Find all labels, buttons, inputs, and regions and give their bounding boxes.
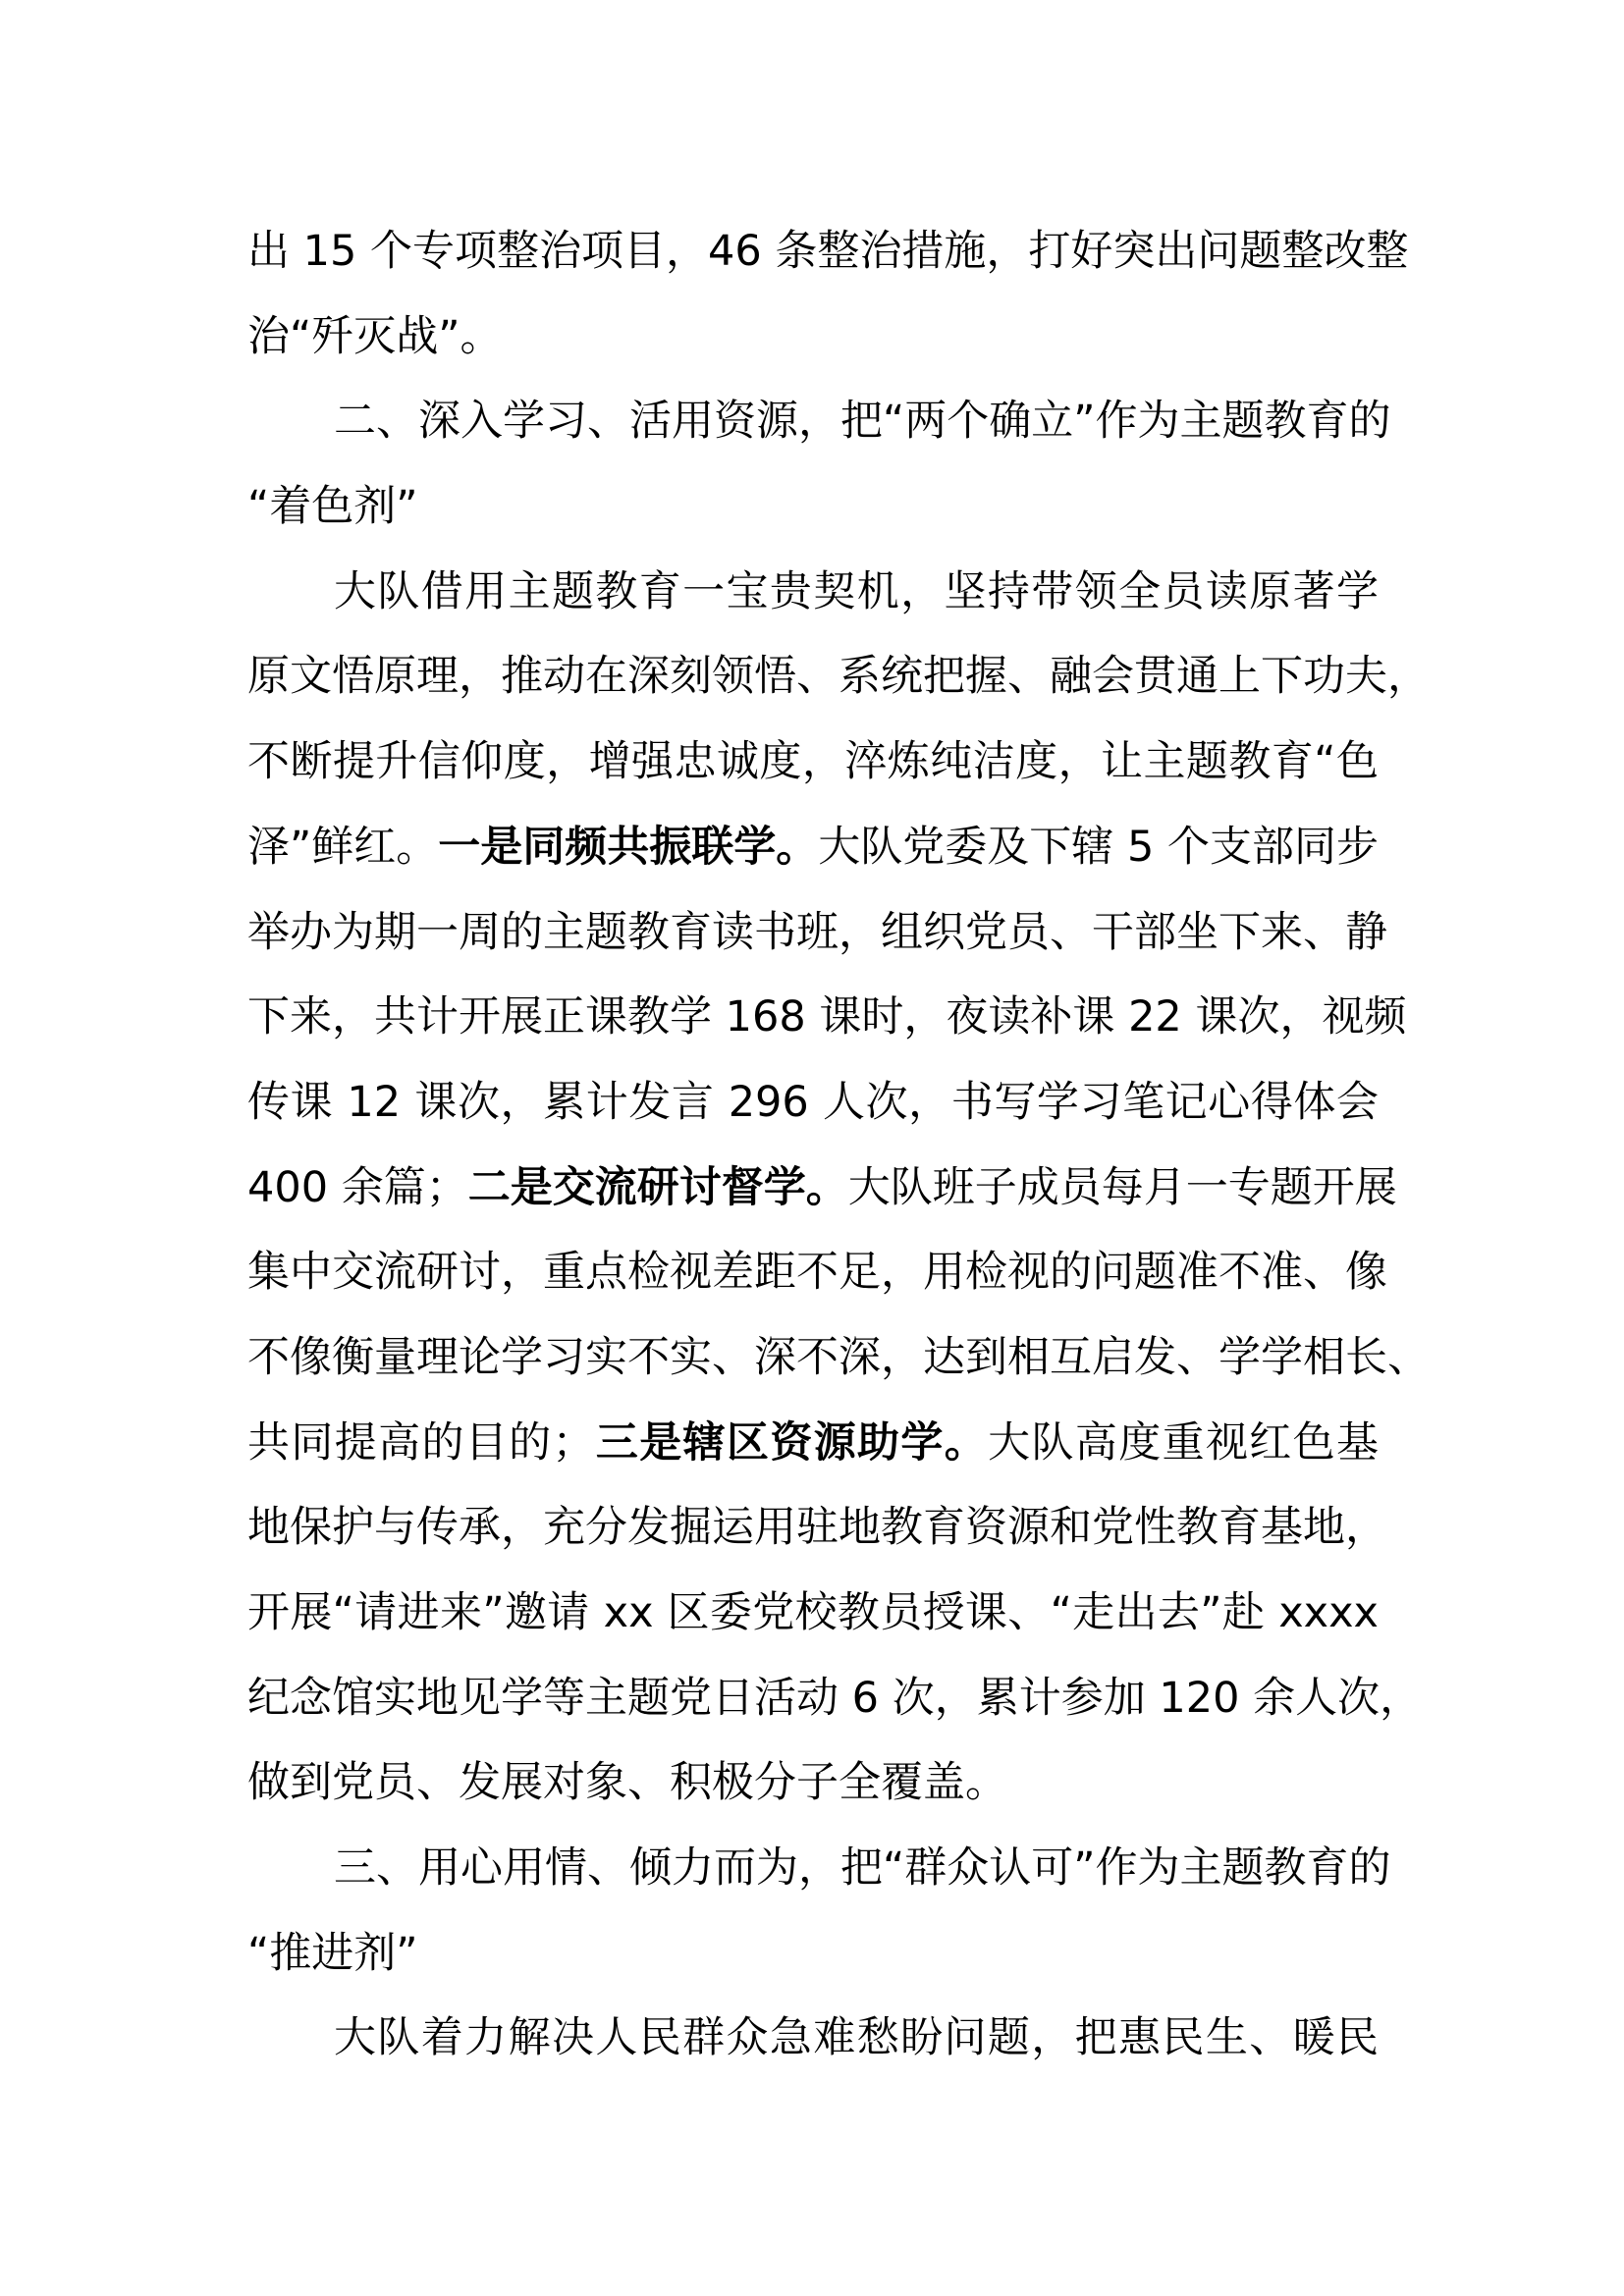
document-page — [247, 222, 1430, 2094]
text-line: 传课 12 课次，累计发言 296 人次，书写学习笔记心得体会 — [247, 1077, 1379, 1127]
text-segment: 共同提高的目的； — [247, 1417, 595, 1468]
text-segment: 大队高度重视红色基 — [988, 1417, 1380, 1468]
text-line: 开展“请进来”邀请 xx 区委党校教员授课、“走出去”赴 xxxx — [247, 1588, 1379, 1637]
text-line: 集中交流研讨，重点检视差距不足，用检视的问题准不准、像 — [247, 1248, 1387, 1298]
text-segment: 泽”鲜红。 — [247, 822, 439, 872]
bold-lead-phrase-1: 一是同频共振联学。 — [438, 822, 819, 872]
section-heading-3: 三、用心用情、倾力而为，把“群众认可”作为主题教育的 — [334, 1843, 1391, 1894]
text-line: 纪念馆实地见学等主题党日活动 6 次，累计参加 120 余人次， — [247, 1673, 1423, 1723]
text-line: 下来，共计开展正课教学 168 课时，夜读补课 22 课次，视频 — [247, 992, 1407, 1042]
section-heading-3-cont: “推进剂” — [247, 1928, 418, 1978]
text-line-with-bold — [247, 818, 1379, 903]
text-segment: 大队党委及下辖 5 个支部同步 — [818, 822, 1379, 872]
text-line: 不像衡量理论学习实不实、深不深，达到相互启发、学学相长、 — [247, 1332, 1430, 1382]
text-line: 举办为期一周的主题教育读书班，组织党员、干部坐下来、静 — [247, 907, 1387, 957]
bold-lead-phrase-3: 三是辖区资源助学。 — [594, 1417, 989, 1468]
text-segment: 400 余篇； — [247, 1162, 468, 1212]
section-heading-2: 二、深入学习、活用资源，把“两个确立”作为主题教育的 — [334, 397, 1391, 447]
text-line-with-bold — [247, 1414, 1379, 1499]
text-line: 治“歼灭战”。 — [247, 311, 503, 361]
text-line: 原文悟原理，推动在深刻领悟、系统把握、融会贯通上下功夫， — [247, 652, 1430, 702]
text-segment: 大队班子成员每月一专题开展 — [847, 1162, 1397, 1212]
section-heading-2-cont: “着色剂” — [247, 482, 418, 532]
text-line: 大队借用主题教育一宝贵契机，坚持带领全员读原著学 — [334, 566, 1379, 616]
text-line: 地保护与传承，充分发掘运用驻地教育资源和党性教育基地， — [247, 1503, 1387, 1553]
text-line: 出 15 个专项整治项目，46 条整治措施，打好突出问题整改整 — [247, 227, 1409, 276]
text-line: 做到党员、发展对象、积极分子全覆盖。 — [247, 1758, 1007, 1808]
bold-lead-phrase-2: 二是交流研讨督学。 — [467, 1162, 848, 1212]
text-line: 不断提升信仰度，增强忠诚度，淬炼纯洁度，让主题教育“色 — [247, 737, 1379, 787]
text-line: 大队着力解决人民群众急难愁盼问题，把惠民生、暖民 — [334, 2013, 1379, 2063]
text-line-with-bold — [247, 1158, 1397, 1244]
